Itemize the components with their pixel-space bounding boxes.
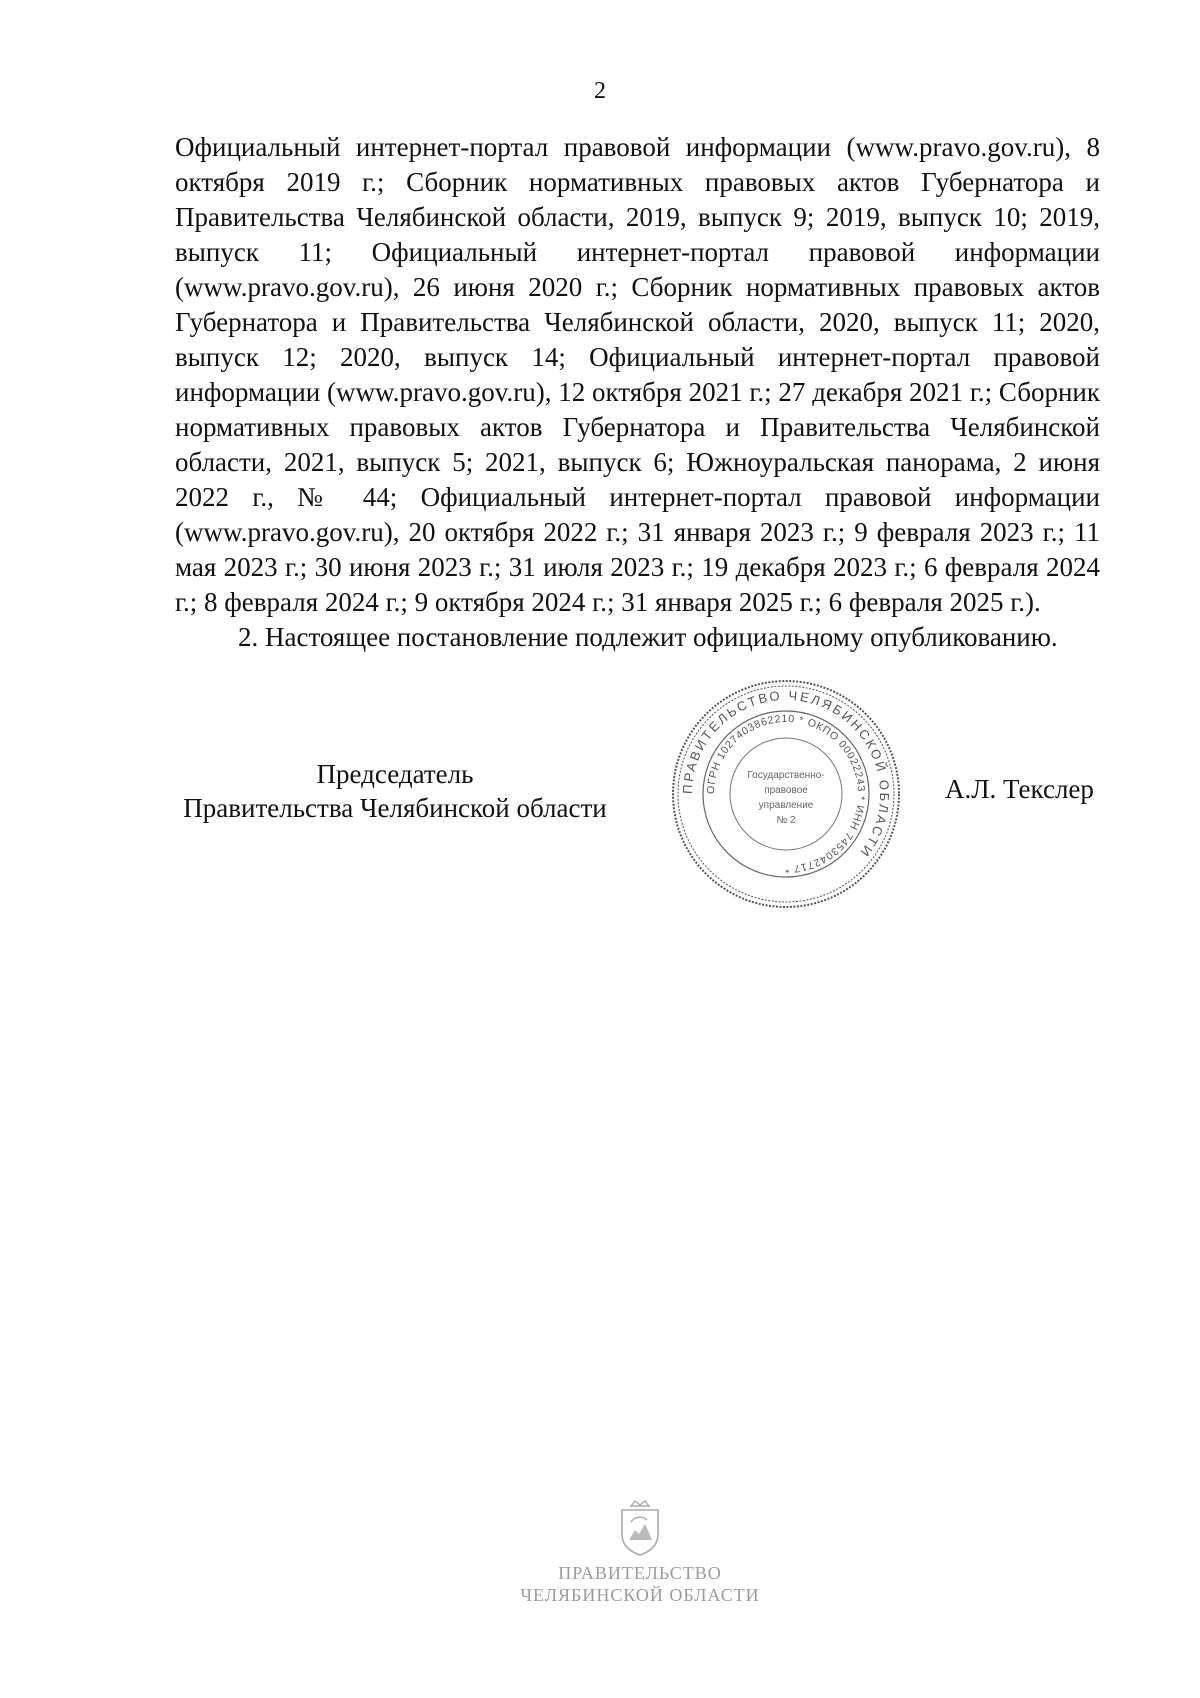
paragraph-point-2: 2. Настоящее постановление подлежит официальному опубликованию. [238, 622, 1058, 652]
coat-of-arms-icon [617, 1500, 663, 1556]
stamp-center-line3: управление [758, 800, 814, 811]
signer-position-line1: Председатель [316, 759, 474, 789]
footer-emblem-line2: ЧЕЛЯБИНСКОЙ ОБЛАСТИ [520, 1585, 760, 1605]
official-stamp [670, 678, 902, 910]
signer-name: А.Л. Текслер [945, 774, 1094, 804]
page-number: 2 [594, 78, 606, 104]
stamp-center-line4: № 2 [776, 815, 796, 826]
stamp-inner-text: ОГРН 1027403862210 * ОКПО 00022243 * ИНН 7453042717 * [704, 712, 868, 876]
footer-emblem [500, 1500, 780, 1606]
footer-emblem-line1: ПРАВИТЕЛЬСТВО [558, 1563, 722, 1583]
document-body [175, 130, 1100, 655]
stamp-center-line1: Государственно- [747, 770, 825, 781]
signer-position-line2: Правительства Челябинской области [183, 793, 607, 823]
paragraph-publication-sources: Официальный интернет-портал правовой информации (www.pravo.gov.ru), 8 октября 2019 г.; Сборник нормативных правовых актов Губернатора и Правительства Челябинской области, 2019, выпуск 9; 2019, выпуск 10; 2019, выпуск 11; Официальный интернет-портал правовой информации (www.pravo.gov.ru), 26 июня 2020 г.; Сборник нормативных правовых актов Губернатора и Правительства Челябинской области, 2020, выпуск 11; 2020, выпуск 12; 2020, выпуск 14; Официальный интернет-портал правовой информации (www.pravo.gov.ru), 12 октября 2021 г.; 27 декабря 2021 г.; Сборник нормативных правовых актов Губернатора и Правительства Челябинской области, 2021, выпуск 5; 2021, выпуск 6; Южноуральская панорама, 2 июня 2022 г., № 44; Официальный интернет-портал правовой информации (www.pravo.gov.ru), 20 октября 2022 г.; 31 января 2023 г.; 9 февраля 2023 г.; 11 мая 2023 г.; 30 июня 2023 г.; 31 июля 2023 г.; 19 декабря 2023 г.; 6 февраля 2024 г.; 8 февраля 2024 г.; 9 октября 2024 г.; 31 января 2025 г.; 6 февраля 2025 г.). [175, 132, 1100, 617]
signer-position [175, 757, 615, 825]
stamp-outer-text: ПРАВИТЕЛЬСТВО ЧЕЛЯБИНСКОЙ ОБЛАСТИ [679, 687, 893, 861]
stamp-center-line2: правовое [764, 785, 808, 796]
